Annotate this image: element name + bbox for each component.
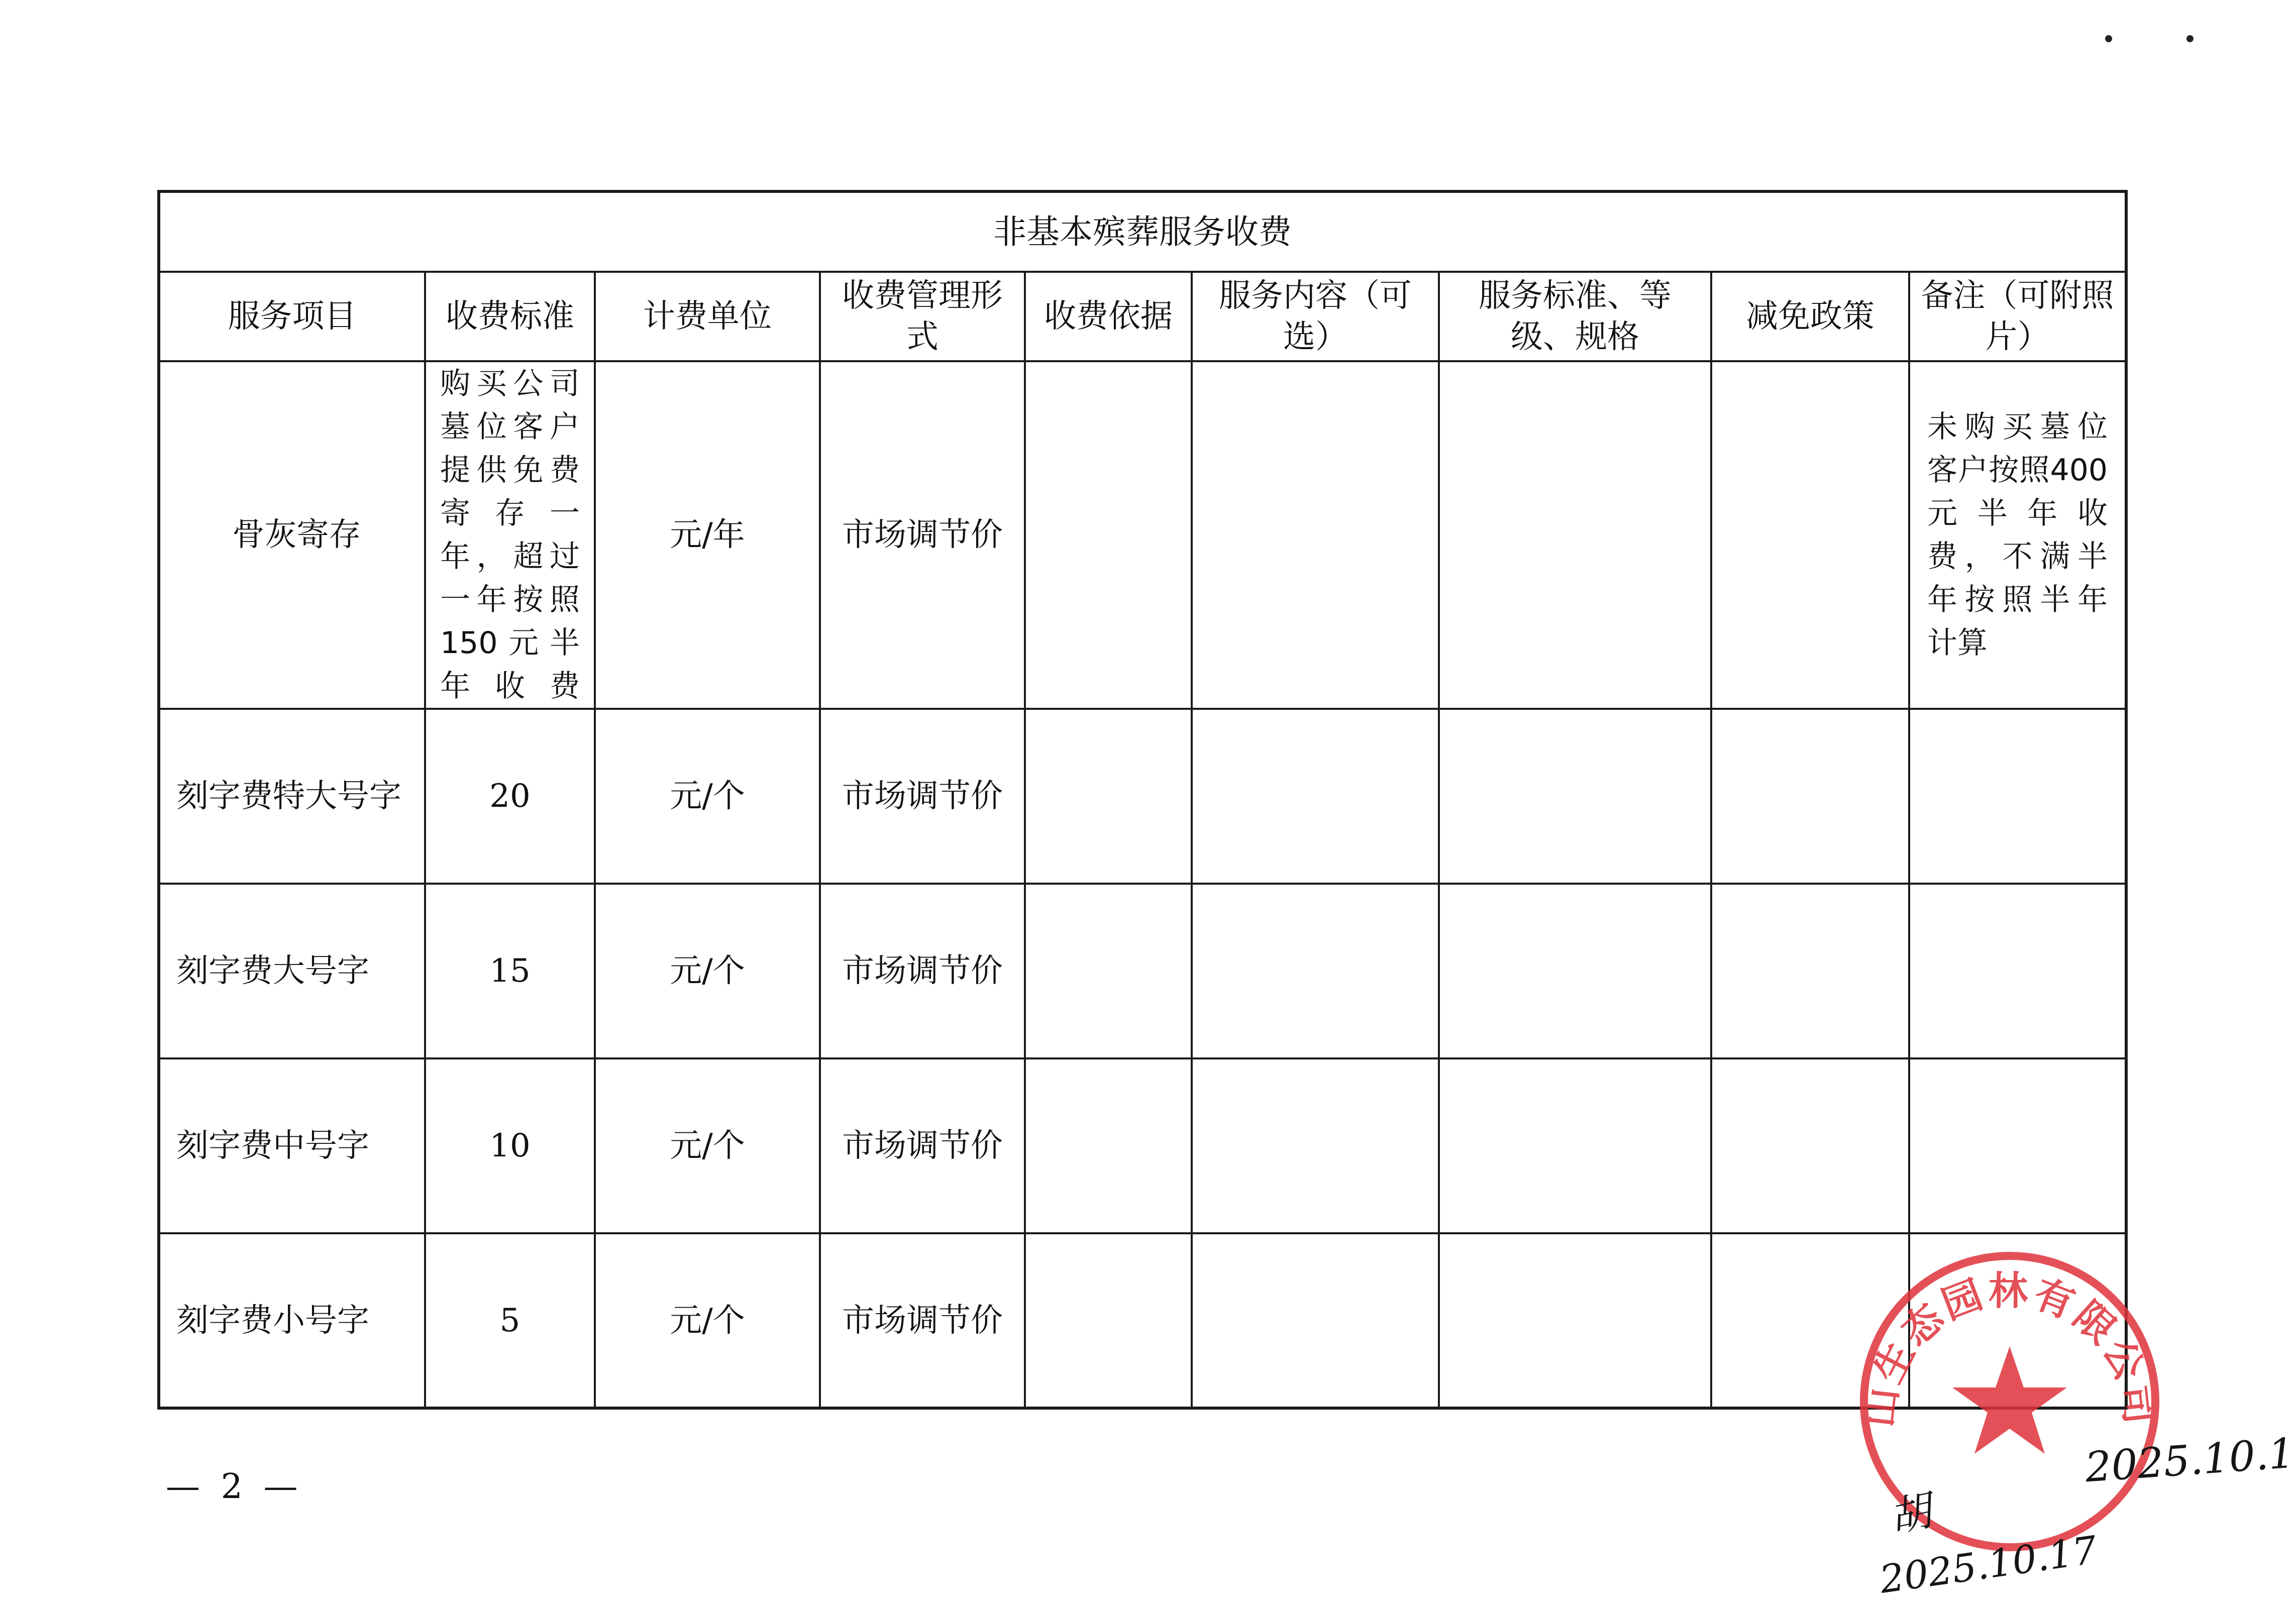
cell-management: 市场调节价: [820, 884, 1025, 1058]
cell-basis: [1025, 361, 1192, 709]
scan-dot-mark: [2105, 35, 2112, 42]
cell-item: 刻字费中号字: [159, 1058, 425, 1233]
cell-content: [1192, 1058, 1439, 1233]
header-service-item: 服务项目: [159, 272, 425, 361]
header-billing-unit: 计费单位: [595, 272, 820, 361]
seal-text: 山生态园林有限公司: [1857, 1268, 2162, 1430]
table-row: [159, 884, 2126, 1058]
cell-content: [1192, 884, 1439, 1058]
cell-remark: 未购买墓位客户按照400元半年收费，不满半年按照半年计算: [1909, 361, 2126, 709]
table-row: [159, 361, 2126, 709]
signature-b: 2025.10.1: [2083, 1429, 2296, 1492]
cell-policy: [1711, 361, 1909, 709]
table-row: [159, 709, 2126, 884]
header-management-form: 收费管理形式: [820, 272, 1025, 361]
table-row: [159, 1233, 2126, 1408]
cell-management: 市场调节价: [820, 1233, 1025, 1408]
header-fee-basis: 收费依据: [1025, 272, 1192, 361]
signature-c: 2025.10.17: [1876, 1527, 2100, 1602]
cell-unit: 元/个: [595, 1233, 820, 1408]
cell-standard: 15: [425, 884, 595, 1058]
scan-dot-mark: [2186, 35, 2194, 42]
header-fee-standard: 收费标准: [425, 272, 595, 361]
cell-grade: [1439, 709, 1711, 884]
table-row: [159, 1058, 2126, 1233]
signature-a: 胡: [1885, 1487, 1936, 1543]
header-remark: 备注（可附照片）: [1909, 272, 2126, 361]
table-title: 非基本殡葬服务收费: [159, 191, 2126, 272]
cell-standard: 20: [425, 709, 595, 884]
cell-remark: [1909, 884, 2126, 1058]
cell-grade: [1439, 1233, 1711, 1408]
cell-policy: [1711, 884, 1909, 1058]
cell-remark: [1909, 1058, 2126, 1233]
cell-standard: 5: [425, 1233, 595, 1408]
cell-basis: [1025, 1233, 1192, 1408]
table-title-row: [159, 191, 2126, 272]
cell-basis: [1025, 884, 1192, 1058]
fee-table: [157, 190, 2128, 1410]
cell-item: 刻字费小号字: [159, 1233, 425, 1408]
cell-management: 市场调节价: [820, 1058, 1025, 1233]
cell-content: [1192, 709, 1439, 884]
cell-remark: [1909, 709, 2126, 884]
cell-item: 骨灰寄存: [159, 361, 425, 709]
cell-policy: [1711, 1058, 1909, 1233]
cell-standard: 10: [425, 1058, 595, 1233]
cell-content: [1192, 361, 1439, 709]
cell-item: 刻字费特大号字: [159, 709, 425, 884]
cell-content: [1192, 1233, 1439, 1408]
header-service-grade: 服务标准、等级、规格: [1439, 272, 1711, 361]
cell-unit: 元/个: [595, 1058, 820, 1233]
cell-unit: 元/个: [595, 709, 820, 884]
cell-grade: [1439, 361, 1711, 709]
header-reduction-policy: 减免政策: [1711, 272, 1909, 361]
cell-unit: 元/年: [595, 361, 820, 709]
seal-star-icon: [1952, 1346, 2067, 1454]
cell-standard: 购买公司墓位客户提供免费寄存一年，超过一年按照150元半年收费: [425, 361, 595, 709]
cell-grade: [1439, 884, 1711, 1058]
header-service-content: 服务内容（可选）: [1192, 272, 1439, 361]
page-number: — 2 —: [166, 1467, 303, 1507]
cell-management: 市场调节价: [820, 361, 1025, 709]
cell-basis: [1025, 1058, 1192, 1233]
cell-item: 刻字费大号字: [159, 884, 425, 1058]
cell-grade: [1439, 1058, 1711, 1233]
cell-unit: 元/个: [595, 884, 820, 1058]
cell-policy: [1711, 709, 1909, 884]
cell-basis: [1025, 709, 1192, 884]
cell-management: 市场调节价: [820, 709, 1025, 884]
table-header-row: [159, 272, 2126, 361]
